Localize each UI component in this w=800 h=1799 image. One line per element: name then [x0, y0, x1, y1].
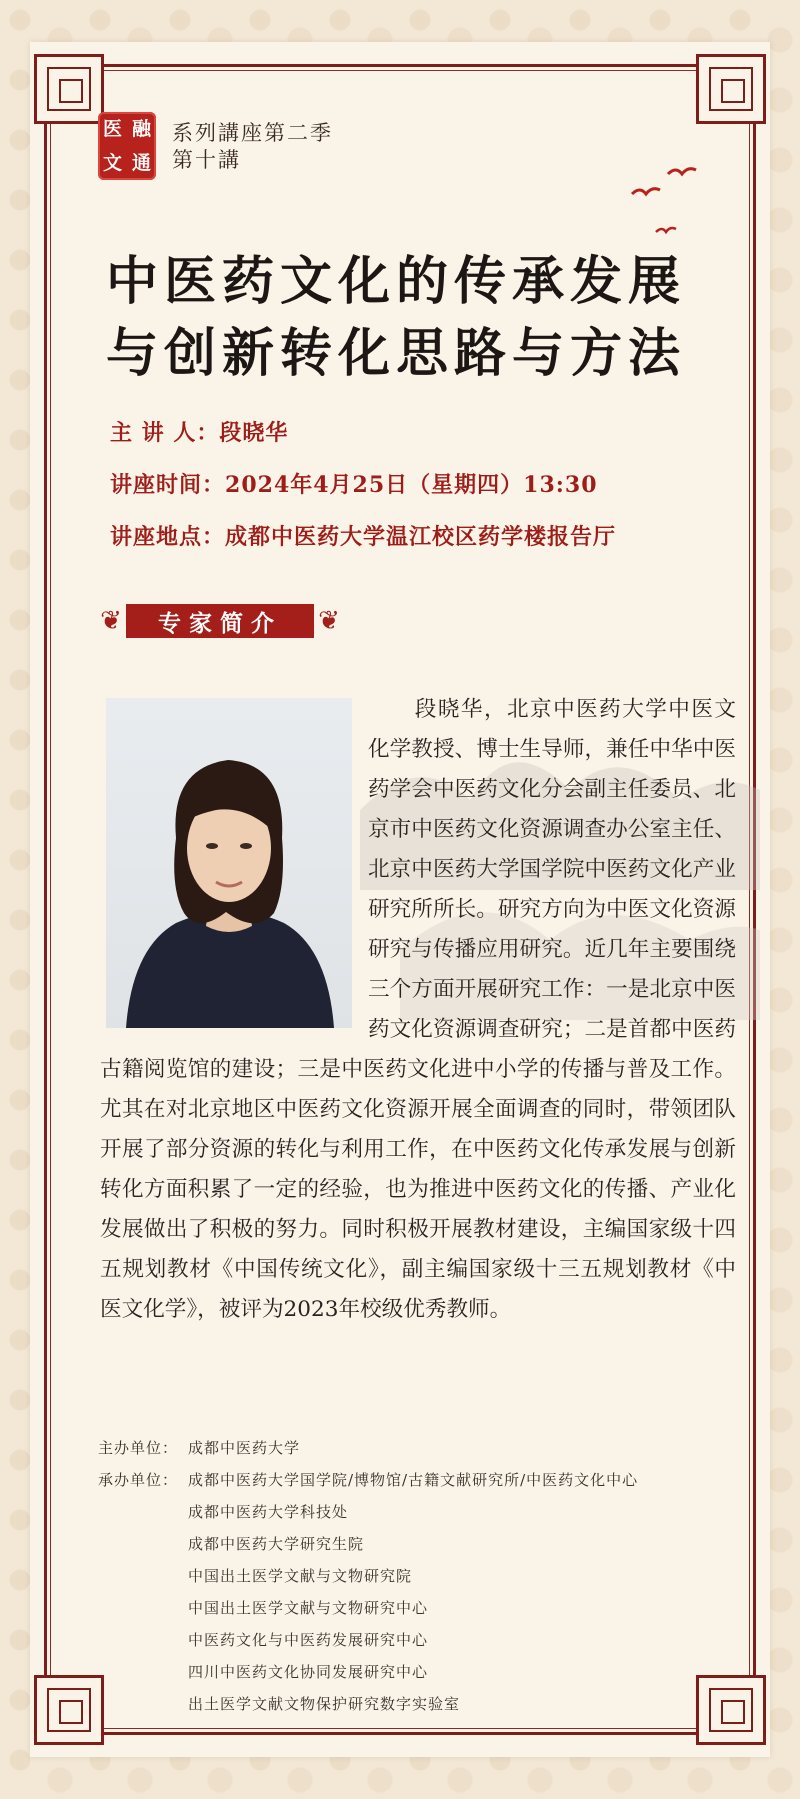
series-episode: 第十講: [172, 148, 241, 172]
time-row: [110, 468, 598, 499]
corner-ornament: [696, 54, 766, 124]
section-title: 专家简介: [126, 604, 314, 638]
section-header: [100, 596, 340, 646]
host-name: 成都中医药大学: [188, 1439, 301, 1457]
co-organizer: 成都中医药大学国学院/博物馆/古籍文献研究所/中医药文化中心: [188, 1471, 639, 1489]
co-organizer: 出土医学文献文物保护研究数字实验室: [188, 1695, 461, 1713]
series-line: 系列講座第二季: [172, 121, 333, 145]
host-label: 主办单位：: [98, 1439, 179, 1457]
co-organizer: 成都中医药大学研究生院: [188, 1535, 365, 1553]
bio-text: 段晓华，北京中医药大学中医文化学教授、博士生导师，兼任中华中医药学会中医药文化分会副主任委员、北京市中医药文化资源调查办公室主任、北京中医药大学国学院中医药文化产业研究所所长。研究方向为中医文化资源研究与传播应用研究。近几年主要围绕三个方面开展研究工作：一是北京中医药文化资源调查研究；二是首都中医药古籍阅览馆的建设；三是中医药文化进中小学的传播与普及工作。尤其在对北京地区中医药文化资源开展全面调查的同时，带领团队开展了部分资源的转化与利用工作，在中医药文化传承发展与创新转化方面积累了一定的经验，也为推进中医药文化的传播、产业化发展做出了积极的努力。同时积极开展教材建设，主编国家级十四五规划教材《中国传统文化》，副主编国家级十三五规划教材《中医文化学》，被评为2023年校级优秀教师。: [100, 697, 736, 1322]
seal-char: 融: [131, 117, 151, 140]
series-heading: [172, 120, 333, 174]
speaker-bio: [100, 690, 736, 1330]
photo-spacer: [100, 690, 368, 1030]
co-organizer: 成都中医药大学科技处: [188, 1503, 349, 1521]
place-label: 讲座地点：: [110, 524, 226, 550]
speaker-label: 主 讲 人：: [110, 420, 220, 446]
title-line-1: 中医药文化的传承发展: [106, 251, 687, 312]
seal-char: 文: [102, 151, 122, 174]
title-line-2: 与创新转化思路与方法: [106, 323, 687, 384]
co-organizer-label: 承办单位：: [98, 1471, 179, 1489]
scroll-ornament-icon: ❦: [100, 606, 122, 636]
co-organizer: 中医药文化与中医药发展研究中心: [188, 1631, 429, 1649]
co-organizer: 中国出土医学文献与文物研究院: [188, 1567, 413, 1585]
corner-ornament: [696, 1675, 766, 1745]
birds-icon: [628, 164, 708, 244]
seal-char: 通: [131, 151, 151, 174]
speaker-name: 段晓华: [219, 420, 289, 446]
lecture-title: [106, 246, 686, 390]
time-label: 讲座时间：: [110, 472, 226, 498]
lecture-place: 成都中医药大学温江校区药学楼报告厅: [225, 524, 617, 550]
corner-ornament: [34, 54, 104, 124]
speaker-row: [110, 416, 288, 447]
seal-char: 医: [102, 117, 122, 140]
seal-logo: [98, 112, 156, 180]
scroll-ornament-icon: ❦: [318, 606, 340, 636]
place-row: [110, 520, 616, 551]
corner-ornament: [34, 1675, 104, 1745]
co-organizer: 中国出土医学文献与文物研究中心: [188, 1599, 429, 1617]
lecture-time: 2024年4月25日（星期四）13:30: [225, 472, 598, 498]
co-organizer: 四川中医药文化协同发展研究中心: [188, 1663, 429, 1681]
